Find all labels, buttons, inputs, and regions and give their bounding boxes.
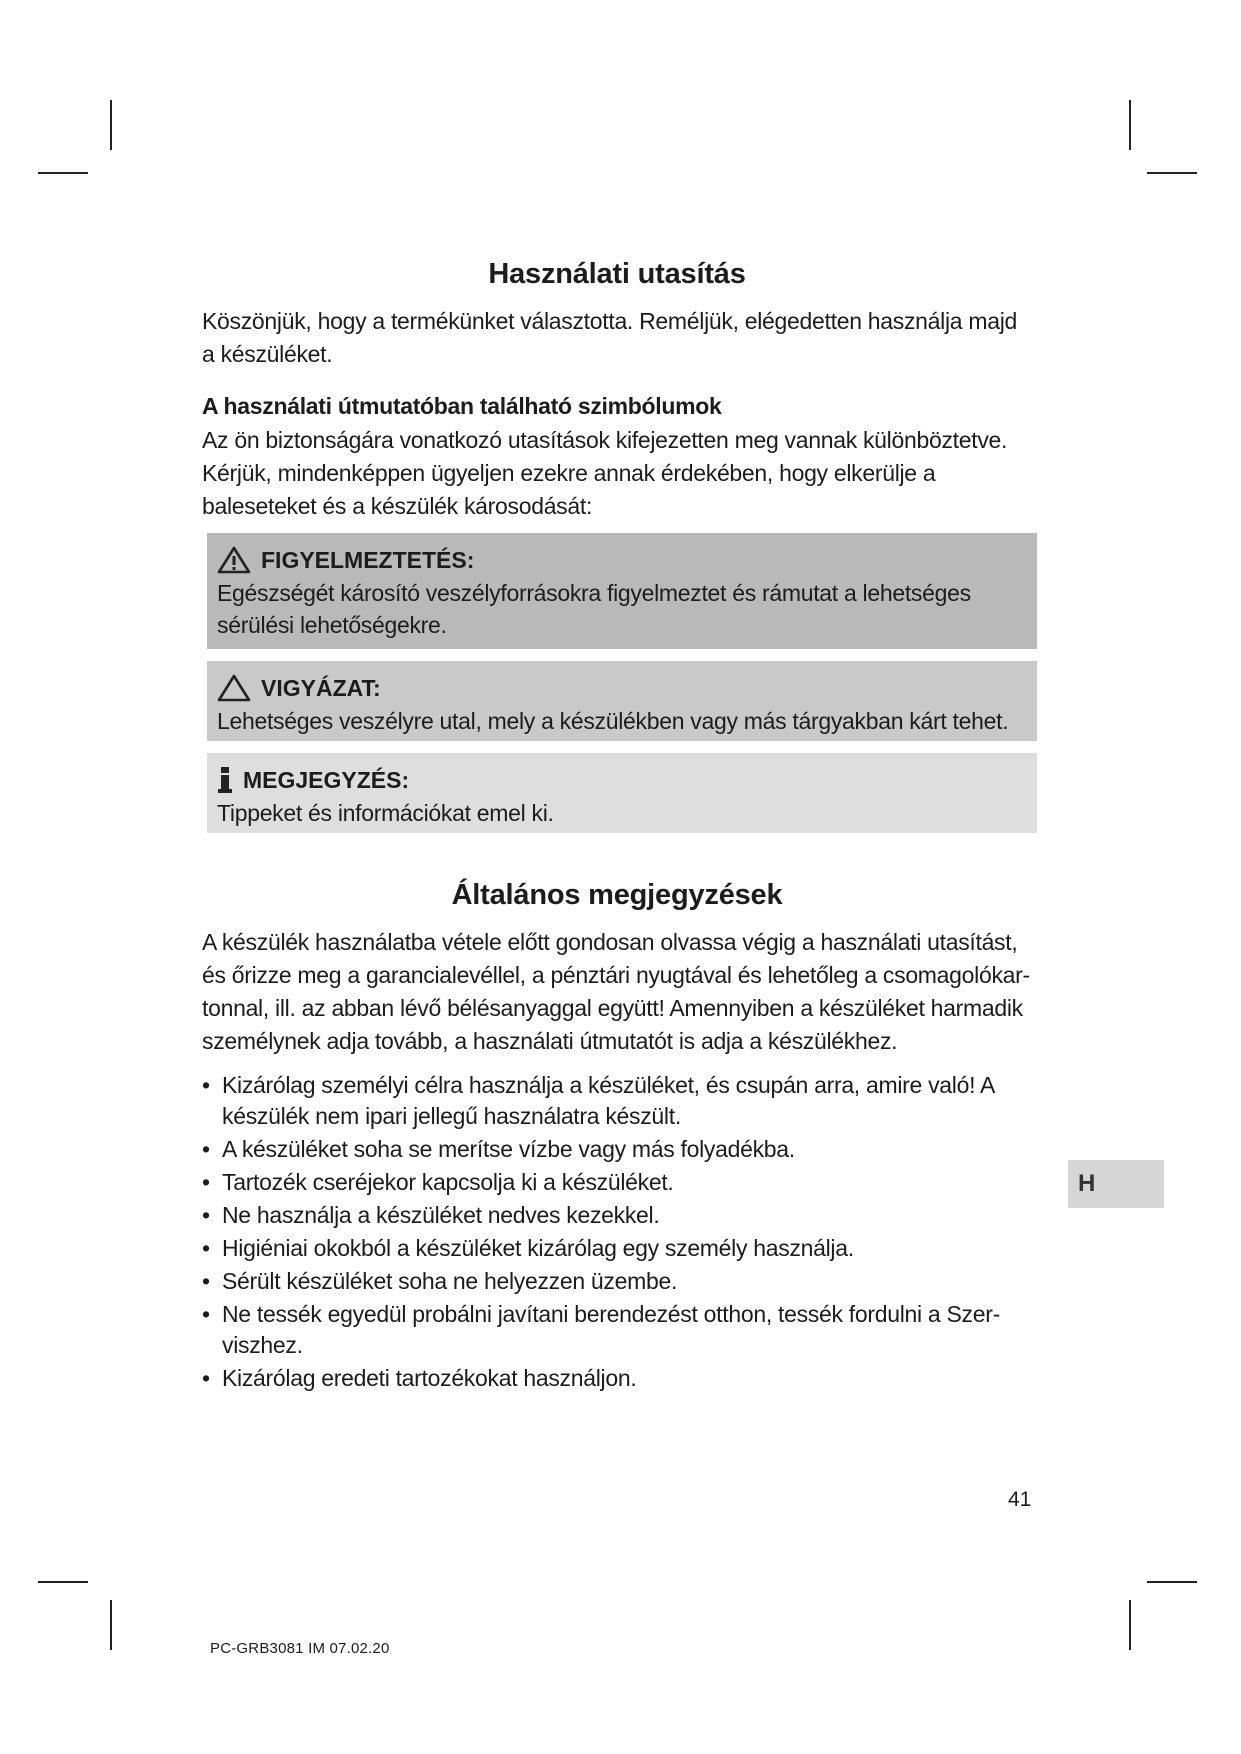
warning-triangle-icon xyxy=(217,546,251,574)
crop-mark xyxy=(38,172,88,174)
symbols-heading: A használati útmutatóban található szimbólumok xyxy=(202,393,722,419)
language-tab: H xyxy=(1068,1160,1164,1208)
list-item: • Ne tessék egyedül probálni javítani berendezést otthon, tessék fordulni a Szerviszhez. xyxy=(202,1299,1032,1361)
general-paragraph: A készülék használatba vétele előtt gondosan olvassa végig a használati utasítást, és őrizze meg a garancialevéllel, a pénztári nyugtával és lehetőleg a csomagolókartonnal, ill. az abban lévő bélésanyaggal együtt! Amennyiben a készüléket harmadik személynek adja tovább, a használati útmutatót is adja a készülékhez. xyxy=(202,929,1031,1054)
page-title: Használati utasítás xyxy=(488,258,746,290)
warning-box xyxy=(207,533,1037,649)
crop-mark xyxy=(1147,172,1197,174)
page-number: 41 xyxy=(1008,1488,1032,1511)
crop-mark xyxy=(110,1600,112,1650)
list-item: • Kizárólag személyi célra használja a készüléket, és csupán arra, amire való! A készülék nem ipari jellegű használatra készült. xyxy=(202,1070,1032,1132)
crop-mark xyxy=(1129,1600,1131,1650)
caution-box xyxy=(207,661,1037,741)
crop-mark xyxy=(38,1581,88,1583)
warning-header xyxy=(217,543,1027,577)
footer-code: PC-GRB3081 IM 07.02.20 xyxy=(210,1640,390,1657)
general-notes-title: Általános megjegyzések xyxy=(451,879,783,911)
intro-paragraph: Köszönjük, hogy a termékünket választotta. Reméljük, elégedetten használja majd a készüléket. xyxy=(202,308,1017,367)
crop-mark xyxy=(1129,100,1131,150)
symbols-line-2: Kérjük, mindenképpen ügyeljen ezekre annak érdekében, hogy elkerülje a baleseteket és a készülék károsodását: xyxy=(202,460,936,519)
note-text: Tippeket és információkat emel ki. xyxy=(217,800,554,826)
list-item: • Kizárólag eredeti tartozékokat használjon. xyxy=(202,1363,1032,1394)
symbols-line-1: Az ön biztonságára vonatkozó utasítások kifejezetten meg vannak különböztetve. xyxy=(202,427,1008,453)
crop-mark xyxy=(1147,1581,1197,1583)
list-item: • A készüléket soha se merítse vízbe vagy más folyadékba. xyxy=(202,1134,1032,1165)
note-header xyxy=(217,763,1027,797)
note-label: MEGJEGYZÉS: xyxy=(243,766,410,793)
crop-mark xyxy=(110,100,112,150)
list-item: • Ne használja a készüléket nedves kezekkel. xyxy=(202,1200,1032,1231)
warning-label: FIGYELMEZTETÉS: xyxy=(261,546,475,573)
caution-header xyxy=(217,671,1027,705)
page-content xyxy=(202,258,1032,1396)
general-bullet-list xyxy=(202,1070,1032,1394)
list-item: • Higiéniai okokból a készüléket kizárólag egy személy használja. xyxy=(202,1233,1032,1264)
note-box xyxy=(207,753,1037,833)
info-icon xyxy=(217,766,233,794)
list-item: • Sérült készüléket soha ne helyezzen üzembe. xyxy=(202,1266,1032,1297)
warning-text: Egészségét károsító veszélyforrásokra figyelmeztet és rámutat a lehetséges sérülési lehetőségekre. xyxy=(217,580,971,638)
caution-text: Lehetséges veszélyre utal, mely a készülékben vagy más tárgyakban kárt tehet. xyxy=(217,708,1009,734)
list-item: • Tartozék cseréjekor kapcsolja ki a készüléket. xyxy=(202,1167,1032,1198)
caution-label: VIGYÁZAT: xyxy=(261,674,381,701)
caution-triangle-icon xyxy=(217,674,251,702)
